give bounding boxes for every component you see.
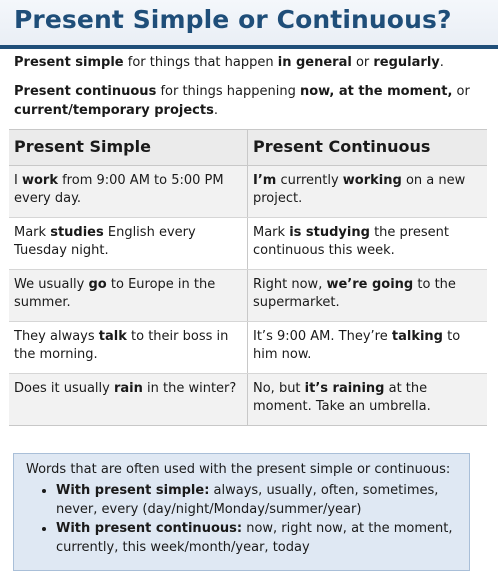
- column-header-present-simple: Present Simple: [14, 137, 151, 156]
- verb-form: work: [21, 173, 58, 188]
- verb-form: is studying: [289, 225, 370, 240]
- cell-text: Mark: [253, 225, 290, 240]
- list-item-label: With present continuous:: [56, 521, 243, 536]
- cell-present-continuous: [247, 166, 485, 217]
- cell-text: No, but: [253, 381, 305, 396]
- list-item-text: always, usually, often, sometimes, never, every (day/night/Monday/summer/year): [56, 483, 439, 517]
- comparison-table: [9, 129, 487, 426]
- cell-text: Does it usually: [14, 381, 114, 396]
- cell-text: to him now.: [253, 329, 461, 362]
- intro-bold: regularly: [373, 55, 440, 70]
- verb-form: I’m: [253, 173, 277, 188]
- cell-present-simple: [9, 218, 247, 269]
- intro-text: .: [213, 103, 218, 118]
- cell-text: on a new project.: [253, 173, 466, 206]
- cell-text: to the supermarket.: [253, 277, 456, 310]
- cell-text: currently: [276, 173, 343, 188]
- list-item-label: With present simple:: [56, 483, 210, 498]
- list-item: [56, 519, 461, 557]
- cell-present-continuous: [247, 218, 485, 269]
- cell-text: Right now,: [253, 277, 327, 292]
- signal-words-list: [26, 481, 461, 557]
- verb-form: studies: [50, 225, 104, 240]
- list-item: [56, 481, 461, 519]
- cell-text: to their boss in the morning.: [14, 329, 229, 362]
- intro-text: for things that happen: [123, 55, 278, 70]
- verb-form: talking: [391, 329, 443, 344]
- intro-bold: current/temporary projects: [14, 103, 214, 118]
- cell-present-continuous: [247, 322, 485, 373]
- intro-text: or: [351, 55, 374, 70]
- verb-form: rain: [113, 381, 143, 396]
- intro-present-continuous: [14, 82, 484, 120]
- table-header-row: [9, 130, 487, 166]
- intro-text: or: [452, 84, 470, 99]
- signal-words-box: [13, 453, 470, 571]
- verb-form: we’re going: [326, 277, 414, 292]
- intro-bold: in general: [277, 55, 352, 70]
- verb-form: talk: [98, 329, 127, 344]
- cell-text: Mark: [14, 225, 51, 240]
- cell-text: in the winter?: [142, 381, 237, 396]
- intro-text: for things happening: [156, 84, 300, 99]
- cell-text: They always: [14, 329, 99, 344]
- cell-text: We usually: [14, 277, 89, 292]
- signal-words-heading: Words that are often used with the present simple or continuous:: [26, 462, 451, 477]
- cell-text: It’s 9:00 AM. They’re: [253, 329, 392, 344]
- list-item-text: now, right now, at the moment, currently, this week/month/year, today: [56, 521, 453, 555]
- verb-form: go: [88, 277, 107, 292]
- cell-text: the present continuous this week.: [253, 225, 449, 258]
- table-row: [9, 321, 487, 373]
- intro-present-simple: [14, 53, 484, 72]
- cell-present-continuous: [247, 270, 485, 321]
- cell-text: I: [14, 173, 22, 188]
- cell-present-simple: [9, 270, 247, 321]
- intro-text: .: [439, 55, 444, 70]
- cell-present-simple: [9, 374, 247, 425]
- verb-form: it’s raining: [304, 381, 385, 396]
- table-row: [9, 269, 487, 321]
- column-header-present-continuous: Present Continuous: [247, 130, 485, 165]
- cell-text: from 9:00 AM to 5:00 PM every day.: [14, 173, 224, 206]
- intro-term: Present continuous: [14, 84, 157, 99]
- intro-term: Present simple: [14, 55, 124, 70]
- table-row: [9, 373, 487, 425]
- cell-text: English every Tuesday night.: [14, 225, 196, 258]
- cell-present-simple: [9, 322, 247, 373]
- cell-text: at the moment. Take an umbrella.: [253, 381, 431, 414]
- page-title: Present Simple or Continuous?: [14, 5, 452, 34]
- title-underline: [0, 45, 498, 49]
- cell-text: to Europe in the summer.: [14, 277, 216, 310]
- verb-form: working: [342, 173, 402, 188]
- cell-present-continuous: [247, 374, 485, 425]
- intro-bold: now, at the moment,: [299, 84, 453, 99]
- table-row: [9, 217, 487, 269]
- title-bar: [0, 0, 498, 47]
- table-row: [9, 166, 487, 217]
- cell-present-simple: [9, 166, 247, 217]
